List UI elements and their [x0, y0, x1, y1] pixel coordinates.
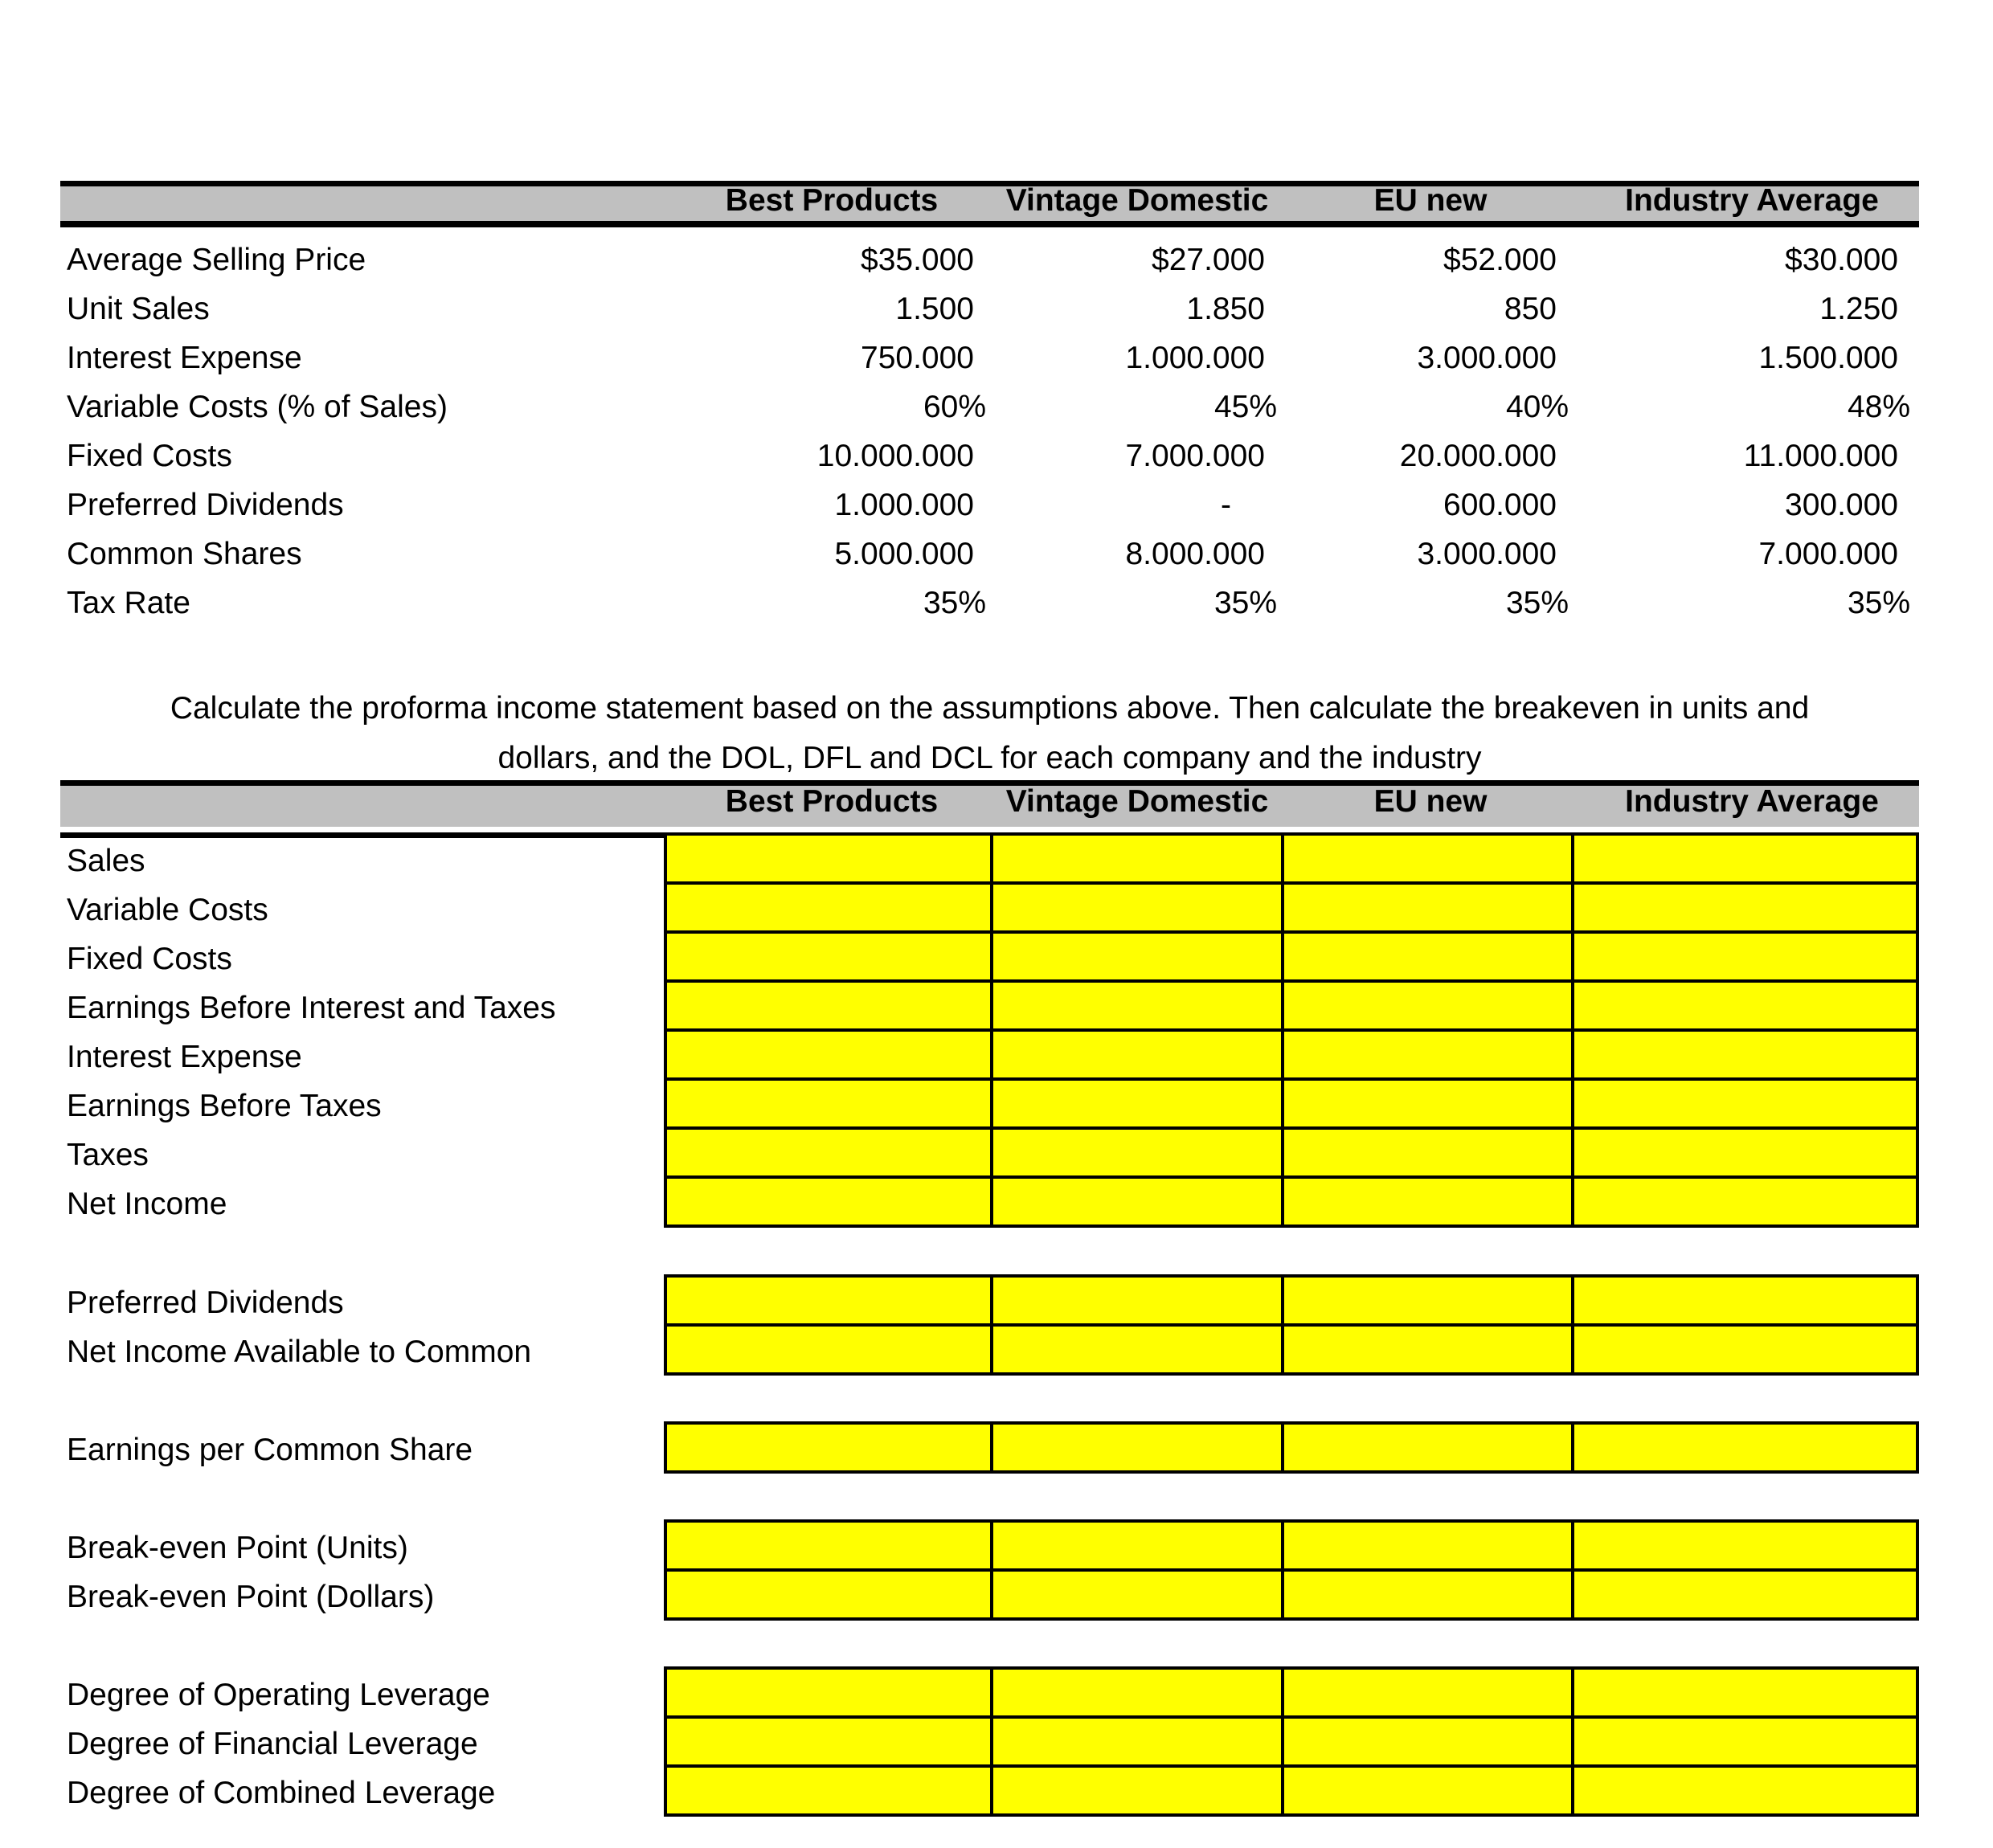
input-cell[interactable] — [1573, 1177, 1917, 1226]
input-cell[interactable] — [992, 1423, 1283, 1472]
assumption-value: 40% — [1505, 390, 1569, 424]
assumption-value: 35% — [923, 586, 986, 620]
leverage-input-grid — [664, 1666, 1919, 1817]
col-header-industry-average: Industry Average — [1625, 784, 1879, 819]
row-label-fixed-costs: Fixed Costs — [67, 942, 232, 976]
input-cell[interactable] — [1283, 883, 1573, 932]
assumption-value: $27.000 — [1152, 243, 1265, 277]
col-header-vintage-domestic: Vintage Domestic — [1005, 183, 1269, 218]
input-cell[interactable] — [665, 1521, 992, 1570]
assumption-value: $35.000 — [861, 243, 974, 277]
assumption-value: 750.000 — [861, 341, 974, 375]
input-cell[interactable] — [1573, 1128, 1917, 1177]
assumption-value: 5.000.000 — [834, 537, 974, 571]
input-cell[interactable] — [1573, 883, 1917, 932]
input-cell[interactable] — [1283, 1668, 1573, 1717]
dividends-input-grid — [664, 1274, 1919, 1376]
input-cell[interactable] — [1573, 1717, 1917, 1766]
assumption-value: 300.000 — [1785, 488, 1898, 522]
input-cell[interactable] — [665, 932, 992, 981]
assumption-label: Interest Expense — [67, 341, 302, 375]
assumption-label: Unit Sales — [67, 292, 210, 326]
eps-input-grid — [664, 1421, 1919, 1474]
assumption-label: Variable Costs (% of Sales) — [67, 390, 448, 424]
input-cell[interactable] — [992, 932, 1283, 981]
breakeven-input-grid — [664, 1519, 1919, 1621]
input-cell[interactable] — [1283, 981, 1573, 1030]
assumption-value: 1.500.000 — [1758, 341, 1898, 375]
results-header-underline — [60, 832, 665, 838]
input-cell[interactable] — [665, 1325, 992, 1374]
row-label-preferred-dividends: Preferred Dividends — [67, 1286, 344, 1320]
assumption-value: 60% — [923, 390, 986, 424]
input-cell[interactable] — [665, 1570, 992, 1619]
assumption-label: Average Selling Price — [67, 243, 366, 277]
input-cell[interactable] — [1283, 1570, 1573, 1619]
input-cell[interactable] — [1573, 1276, 1917, 1325]
input-cell[interactable] — [665, 834, 992, 883]
input-cell[interactable] — [992, 1766, 1283, 1815]
row-label-dfl: Degree of Financial Leverage — [67, 1727, 478, 1761]
col-header-best-products: Best Products — [725, 183, 939, 218]
row-label-ebt: Earnings Before Taxes — [67, 1089, 382, 1123]
input-cell[interactable] — [992, 1079, 1283, 1128]
col-header-best-products: Best Products — [725, 784, 939, 819]
assumption-value: $30.000 — [1785, 243, 1898, 277]
row-label-taxes: Taxes — [67, 1138, 149, 1172]
input-cell[interactable] — [992, 981, 1283, 1030]
assumption-label: Preferred Dividends — [67, 488, 344, 522]
input-cell[interactable] — [992, 1177, 1283, 1226]
input-cell[interactable] — [992, 1717, 1283, 1766]
input-cell[interactable] — [665, 1276, 992, 1325]
assumption-value: 35% — [1213, 586, 1277, 620]
input-cell[interactable] — [992, 1276, 1283, 1325]
input-cell[interactable] — [665, 981, 992, 1030]
input-cell[interactable] — [1283, 1276, 1573, 1325]
assumption-value: 35% — [1505, 586, 1569, 620]
input-cell[interactable] — [1283, 1325, 1573, 1374]
assumption-value: 1.500 — [895, 292, 974, 326]
assumption-label: Common Shares — [67, 537, 302, 571]
instructions-line-1: Calculate the proforma income statement based on the assumptions above. Then calculate the breakeven in units and — [170, 691, 1810, 726]
input-cell[interactable] — [1573, 1423, 1917, 1472]
assumption-value: 1.000.000 — [834, 488, 974, 522]
input-cell[interactable] — [665, 1766, 992, 1815]
col-header-vintage-domestic: Vintage Domestic — [1005, 784, 1269, 819]
col-header-eu-new: EU new — [1373, 784, 1488, 819]
input-cell[interactable] — [665, 1177, 992, 1226]
col-header-eu-new: EU new — [1373, 183, 1488, 218]
assumption-value: 1.000.000 — [1125, 341, 1265, 375]
assumption-value: 1.850 — [1186, 292, 1265, 326]
assumption-value: 3.000.000 — [1417, 341, 1557, 375]
input-cell[interactable] — [992, 1521, 1283, 1570]
input-cell[interactable] — [665, 1423, 992, 1472]
input-cell[interactable] — [1573, 834, 1917, 883]
assumption-value: 48% — [1847, 390, 1910, 424]
assumption-value: 3.000.000 — [1417, 537, 1557, 571]
row-label-breakeven-dollars: Break-even Point (Dollars) — [67, 1580, 435, 1614]
row-label-net-income: Net Income — [67, 1187, 227, 1221]
input-cell[interactable] — [1573, 932, 1917, 981]
input-cell[interactable] — [1283, 1717, 1573, 1766]
row-label-dcl: Degree of Combined Leverage — [67, 1776, 496, 1810]
input-cell[interactable] — [1283, 1128, 1573, 1177]
input-cell[interactable] — [1283, 1766, 1573, 1815]
input-cell[interactable] — [665, 1128, 992, 1177]
income-statement-input-grid — [664, 832, 1919, 1228]
assumption-value: 600.000 — [1443, 488, 1557, 522]
input-cell[interactable] — [665, 1030, 992, 1079]
assumption-value: - — [1221, 488, 1231, 522]
input-cell[interactable] — [1573, 1570, 1917, 1619]
row-label-ebit: Earnings Before Interest and Taxes — [67, 991, 556, 1025]
input-cell[interactable] — [1573, 1079, 1917, 1128]
input-cell[interactable] — [992, 1325, 1283, 1374]
instructions-line-2: dollars, and the DOL, DFL and DCL for each company and the industry — [497, 741, 1482, 775]
input-cell[interactable] — [992, 1668, 1283, 1717]
input-cell[interactable] — [665, 883, 992, 932]
row-label-breakeven-units: Break-even Point (Units) — [67, 1531, 408, 1565]
assumption-value: 45% — [1213, 390, 1277, 424]
assumption-value: 10.000.000 — [816, 439, 974, 473]
input-cell[interactable] — [1573, 1668, 1917, 1717]
assumption-label: Fixed Costs — [67, 439, 232, 473]
input-cell[interactable] — [665, 1668, 992, 1717]
row-label-variable-costs: Variable Costs — [67, 893, 268, 927]
input-cell[interactable] — [992, 1128, 1283, 1177]
assumption-value: 11.000.000 — [1743, 439, 1898, 473]
row-label-net-income-available-to-common: Net Income Available to Common — [67, 1335, 532, 1369]
assumption-value: 850 — [1504, 292, 1557, 326]
assumption-value: 7.000.000 — [1758, 537, 1898, 571]
assumption-value: 35% — [1847, 586, 1910, 620]
assumption-value: 20.000.000 — [1399, 439, 1557, 473]
input-cell[interactable] — [1573, 1030, 1917, 1079]
input-cell[interactable] — [992, 1030, 1283, 1079]
input-cell[interactable] — [992, 1570, 1283, 1619]
input-cell[interactable] — [1283, 932, 1573, 981]
assumption-value: 7.000.000 — [1125, 439, 1265, 473]
row-label-sales: Sales — [67, 844, 145, 878]
input-cell[interactable] — [1573, 1325, 1917, 1374]
row-label-dol: Degree of Operating Leverage — [67, 1678, 490, 1712]
input-cell[interactable] — [992, 834, 1283, 883]
input-cell[interactable] — [1283, 1423, 1573, 1472]
input-cell[interactable] — [1283, 1177, 1573, 1226]
input-cell[interactable] — [1573, 1766, 1917, 1815]
row-label-interest-expense: Interest Expense — [67, 1040, 302, 1074]
input-cell[interactable] — [992, 883, 1283, 932]
col-header-industry-average: Industry Average — [1625, 183, 1879, 218]
input-cell[interactable] — [1573, 1521, 1917, 1570]
input-cell[interactable] — [1283, 1030, 1573, 1079]
input-cell[interactable] — [665, 1079, 992, 1128]
assumption-label: Tax Rate — [67, 586, 190, 620]
input-cell[interactable] — [665, 1717, 992, 1766]
input-cell[interactable] — [1283, 834, 1573, 883]
input-cell[interactable] — [1283, 1079, 1573, 1128]
assumption-value: 1.250 — [1819, 292, 1898, 326]
row-label-eps: Earnings per Common Share — [67, 1433, 473, 1467]
input-cell[interactable] — [1573, 981, 1917, 1030]
input-cell[interactable] — [1283, 1521, 1573, 1570]
assumption-value: $52.000 — [1443, 243, 1557, 277]
assumption-value: 8.000.000 — [1125, 537, 1265, 571]
